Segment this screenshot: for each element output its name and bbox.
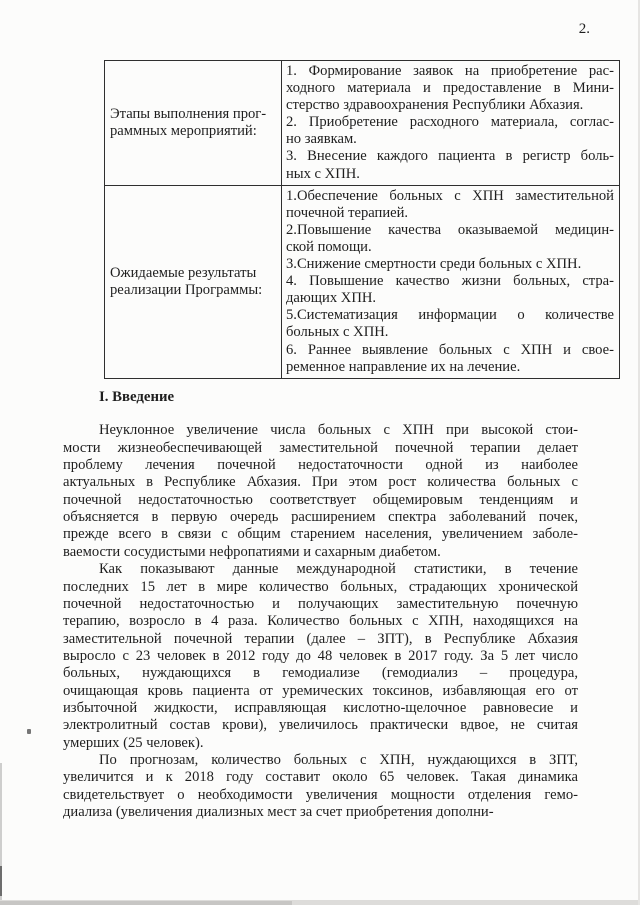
text-line: Как показывают данные международной статистики, в течение bbox=[99, 561, 578, 578]
paragraph bbox=[63, 561, 578, 752]
text-line: ходного материала и предоставление в Мини- bbox=[286, 80, 614, 97]
list-item bbox=[286, 222, 614, 256]
text-line: электролитный состав крови), увеличилось практически вдвое, не считая bbox=[63, 717, 578, 734]
list-item bbox=[286, 188, 614, 222]
text-line: почечной терапией. bbox=[286, 204, 409, 221]
text-line: По прогнозам, количество больных с ХПН, нуждающихся в ЗПТ, bbox=[99, 751, 578, 768]
text-line: заместительной почечной терапии (далее – ЗПТ), в Республике Абхазия bbox=[63, 630, 578, 647]
text-line: дающих ХПН. bbox=[286, 290, 377, 307]
text-line: больных, нуждающихся в гемодиализе (гемодиализ – процедура, bbox=[63, 665, 578, 682]
text-line: 2. Приобретение расходного материала, соглас- bbox=[286, 114, 614, 131]
table-row-content bbox=[282, 61, 620, 186]
text-line: Неуклонное увеличение числа больных с ХПН при высокой стои- bbox=[99, 422, 578, 439]
text-line: свидетельствует о необходимости увеличения мощности отделения гемо- bbox=[63, 786, 578, 803]
scan-artifact-left-edge-dark bbox=[0, 866, 2, 896]
text-line: 5.Систематизация информации о количестве bbox=[286, 307, 614, 324]
text-line: 1. Формирование заявок на приобретение рас- bbox=[286, 63, 614, 79]
text-line: объясняется в первую очередь расширением спектра заболеваний почек, bbox=[63, 509, 578, 526]
text-line: увеличится и к 2018 году составит около 65 человек. Такая динамика bbox=[63, 769, 578, 786]
list-item bbox=[286, 63, 614, 114]
text-line: прежде всего в связи с общим старением населения, увеличением заболе- bbox=[63, 526, 578, 543]
document-body bbox=[63, 389, 578, 821]
table-row-label bbox=[105, 185, 282, 378]
text-line: терапию, возросло в 4 раза. Количество больных с ХПН, находящихся на bbox=[63, 613, 578, 630]
list-item bbox=[286, 256, 614, 273]
text-line: 4. Повышение качество жизни больных, стра- bbox=[286, 273, 614, 290]
list-item bbox=[286, 114, 614, 148]
text-line: диализа (увеличения диализных мест за счет приобретения дополни- bbox=[63, 803, 494, 820]
page-number: 2. bbox=[578, 21, 590, 37]
text-line: почечной недостаточностью и получающих заместительную почечную bbox=[63, 595, 578, 612]
paragraph bbox=[63, 422, 578, 561]
list-item bbox=[286, 148, 614, 182]
text-line: больных с ХПН. bbox=[286, 324, 389, 341]
text-line: выросло с 23 человек в 2012 году до 48 человек в 2017 году. За 5 лет число bbox=[63, 647, 578, 664]
text-line: 3.Снижение смертности среди больных с ХПН. bbox=[286, 256, 582, 273]
table-row-expected-results bbox=[105, 185, 620, 378]
text-line: умерших (25 человек). bbox=[63, 734, 204, 751]
program-summary-table bbox=[104, 60, 620, 379]
text-line: ременное направление их на лечение. bbox=[286, 358, 521, 375]
table-row-label bbox=[105, 61, 282, 186]
text-line: стерство здравоохранения Республики Абхазия. bbox=[286, 97, 584, 114]
text-line: 3. Внесение каждого пациента в регистр боль- bbox=[286, 148, 614, 165]
text-line: но заявкам. bbox=[286, 131, 357, 148]
text-line: 2.Повышение качества оказываемой медицин- bbox=[286, 221, 614, 238]
table-row-content bbox=[282, 185, 620, 378]
text-line: актуальных в Республике Абхазия. При этом рост количества больных с bbox=[63, 474, 578, 491]
text-line: избыточной жидкости, исправляющая кислотно-щелочное равновесие и bbox=[63, 699, 578, 716]
scan-artifact-bottom-edge-dark bbox=[0, 901, 292, 905]
list-item bbox=[286, 273, 614, 307]
text-line: очищающая кровь пациента от уремических токсинов, избавляющая его от bbox=[63, 682, 578, 699]
text-line: ской помощи. bbox=[286, 238, 372, 255]
list-item bbox=[286, 342, 614, 376]
label-line: реализации Программы: bbox=[110, 281, 263, 298]
scan-artifact-dot bbox=[27, 729, 31, 734]
introduction-paragraphs bbox=[63, 422, 578, 821]
section-heading: I. Введение bbox=[99, 389, 175, 405]
text-line: 6. Раннее выявление больных с ХПН и свое- bbox=[286, 341, 614, 358]
table-row-stages bbox=[105, 61, 620, 186]
label-line: раммных мероприятий: bbox=[110, 122, 257, 139]
text-line: ных с ХПН. bbox=[286, 165, 360, 182]
list-item bbox=[286, 307, 614, 341]
text-line: 1.Обеспечение больных с ХПН заместительной bbox=[286, 187, 614, 204]
text-line: мости жизнеобеспечивающей заместительной почечной терапии делает bbox=[63, 439, 578, 456]
label-line: Этапы выполнения прог- bbox=[110, 105, 267, 122]
text-line: ваемости сосудистыми нефропатиями и сахарным диабетом. bbox=[63, 543, 441, 560]
text-line: проблему лечения почечной недостаточности одной из наиболее bbox=[63, 457, 578, 474]
paragraph bbox=[63, 752, 578, 821]
text-line: последних 15 лет в мире количество больных, страдающих хронической bbox=[63, 578, 578, 595]
label-line: Ожидаемые результаты bbox=[110, 264, 257, 281]
text-line: почечной недостаточностью соответствует общемировым тенденциям и bbox=[63, 491, 578, 508]
